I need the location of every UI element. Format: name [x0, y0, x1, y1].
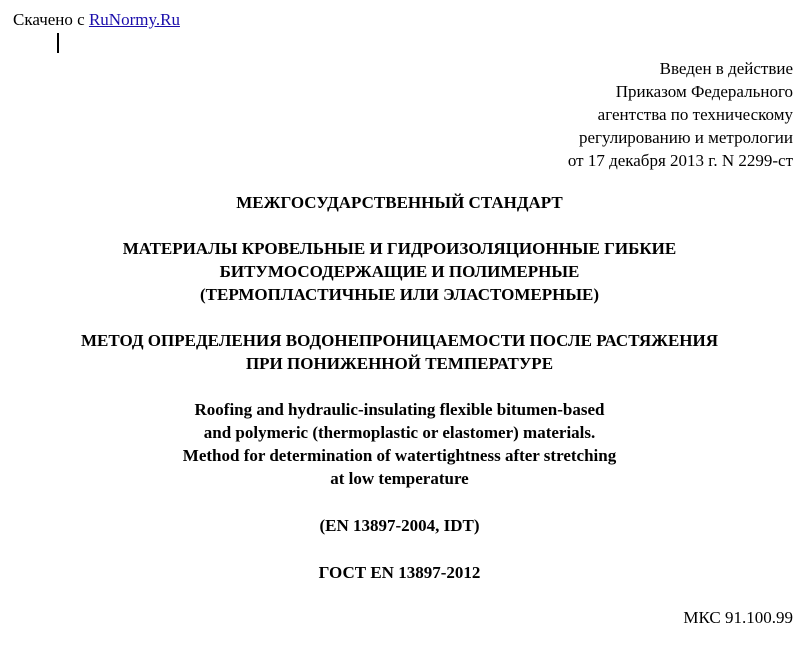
- english-title: [0, 398, 799, 490]
- en-reference: [0, 514, 799, 537]
- mks-code: МКС 91.100.99: [683, 608, 793, 627]
- standard-type-heading: [0, 191, 799, 214]
- english-title-line: and polymeric (thermoplastic or elastomer) materials.: [203, 423, 596, 442]
- russian-title-line: (ТЕРМОПЛАСТИЧНЫЕ ИЛИ ЭЛАСТОМЕРНЫЕ): [199, 285, 600, 304]
- standard-type-text: МЕЖГОСУДАРСТВЕННЫЙ СТАНДАРТ: [236, 193, 563, 212]
- enactment-line: от 17 декабря 2013 г. N 2299-ст: [567, 151, 793, 170]
- russian-method-title: [0, 329, 799, 375]
- enactment-line: Введен в действие: [659, 59, 793, 78]
- gost-designation: [0, 561, 799, 584]
- enactment-line: регулированию и метрологии: [578, 128, 793, 147]
- enactment-line: Приказом Федерального: [615, 82, 793, 101]
- gost-designation-text: ГОСТ EN 13897-2012: [318, 563, 481, 582]
- russian-title-line: БИТУМОСОДЕРЖАЩИЕ И ПОЛИМЕРНЫЕ: [219, 262, 580, 281]
- enactment-line: агентства по техническому: [597, 105, 793, 124]
- method-title-line: ПРИ ПОНИЖЕННОЙ ТЕМПЕРАТУРЕ: [245, 354, 554, 373]
- en-reference-text: (EN 13897-2004, IDT): [319, 516, 480, 535]
- source-link[interactable]: RuNormy.Ru: [88, 10, 180, 29]
- enactment-note: [568, 57, 793, 172]
- method-title-line: МЕТОД ОПРЕДЕЛЕНИЯ ВОДОНЕПРОНИЦАЕМОСТИ ПОСЛЕ РАСТЯЖЕНИЯ: [80, 331, 719, 350]
- english-title-line: at low temperature: [330, 469, 469, 488]
- english-title-line: Method for determination of watertightness after stretching: [182, 446, 617, 465]
- text-cursor: [57, 33, 59, 53]
- source-prefix: Скачено с: [13, 10, 89, 29]
- russian-title-line: МАТЕРИАЛЫ КРОВЕЛЬНЫЕ И ГИДРОИЗОЛЯЦИОННЫЕ ГИБКИЕ: [122, 239, 677, 258]
- english-title-line: Roofing and hydraulic-insulating flexible bitumen-based: [194, 400, 605, 419]
- russian-title: [0, 237, 799, 306]
- source-line: [13, 9, 180, 31]
